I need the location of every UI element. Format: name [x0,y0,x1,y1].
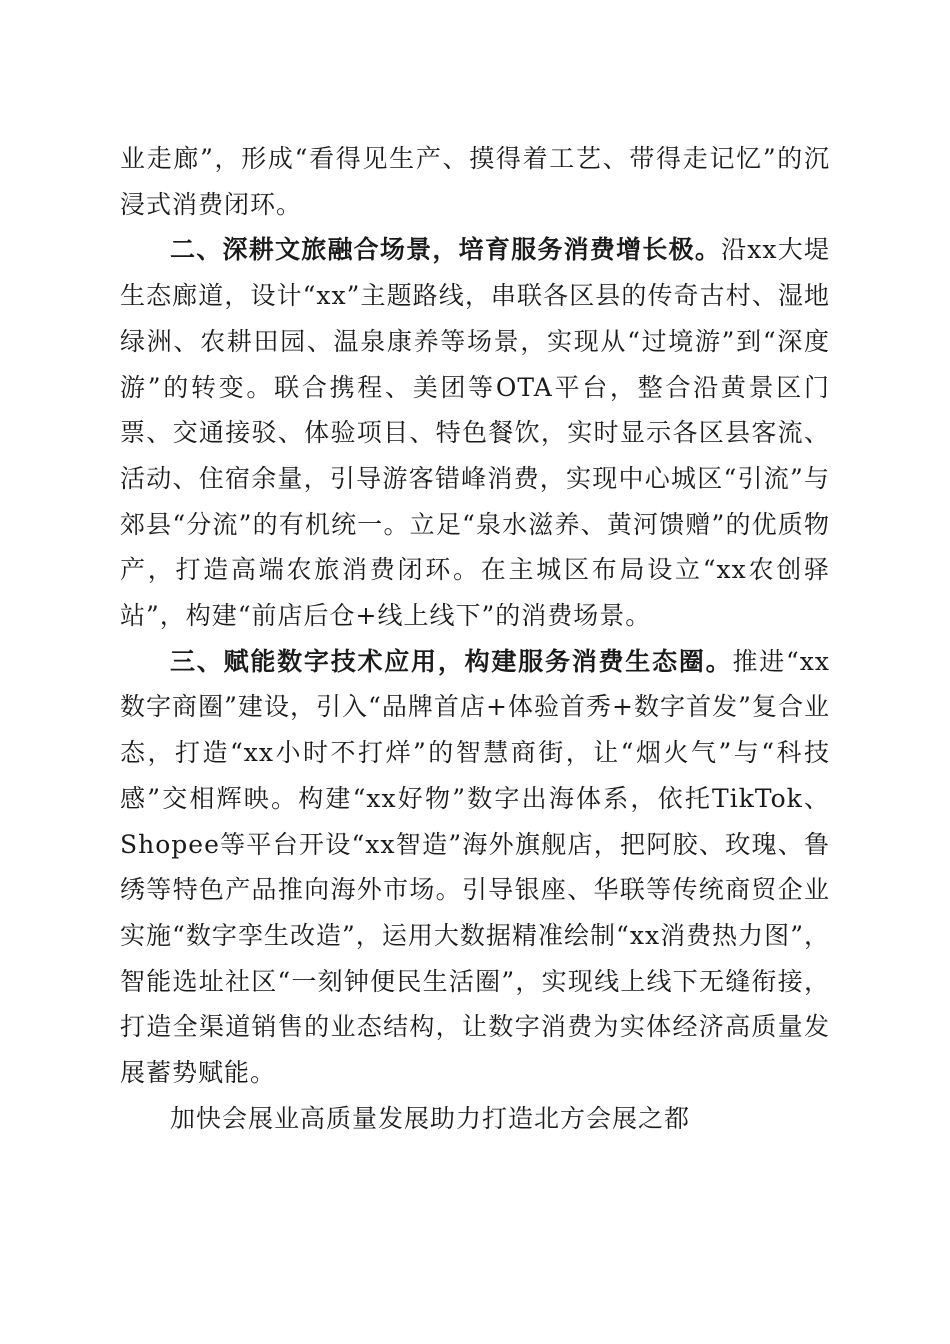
section-heading: 三、赋能数字技术应用，构建服务消费生态圈。 [170,646,733,676]
paragraph-body: 沿xx大堤生态廊道，设计“xx”主题路线，串联各区县的传奇古村、湿地绿洲、农耕田园、温泉康养等场景，实现从“过境游”到“深度游”的转变。联合携程、美团等OTA平台，整合沿黄景区门票、交通接驳、体验项目、特色餐饮，实时显示各区县客流、活动、住宿余量，引导游客错峰消费，实现中心城区“引流”与郊县“分流”的有机统一。立足“泉水滋养、黄河馈赠”的优质物产，打造高端农旅消费闭环。在主城区布局设立“xx农创驿站”，构建“前店后仓+线上线下”的消费场景。 [120,235,830,631]
paragraph-section-three [120,639,830,1096]
paragraph-body: 推进“xx数字商圈”建设，引入“品牌首店+体验首秀+数字首发”复合业态，打造“xx小时不打烊”的智慧商街，让“烟火气”与“科技感”交相辉映。构建“xx好物”数字出海体系，依托TikTok、Shopee等平台开设“xx智造”海外旗舰店，把阿胶、玫瑰、鲁绣等特色产品推向海外市场。引导银座、华联等传统商贸企业实施“数字孪生改造”，运用大数据精准绘制“xx消费热力图”，智能选址社区“一刻钟便民生活圈”，实现线上线下无缝衔接，打造全渠道销售的业态结构，让数字消费为实体经济高质量发展蓄势赋能。 [120,646,830,1088]
paragraph-section-two [120,227,830,638]
paragraph-body: 业走廊”，形成“看得见生产、摸得着工艺、带得走记忆”的沉浸式消费闭环。 [120,144,830,219]
section-heading: 二、深耕文旅融合场景，培育服务消费增长极。 [170,235,722,265]
paragraph-continuation [120,136,830,227]
next-article-title: 加快会展业高质量发展助力打造北方会展之都 [170,1103,691,1133]
document-body [120,136,830,1141]
